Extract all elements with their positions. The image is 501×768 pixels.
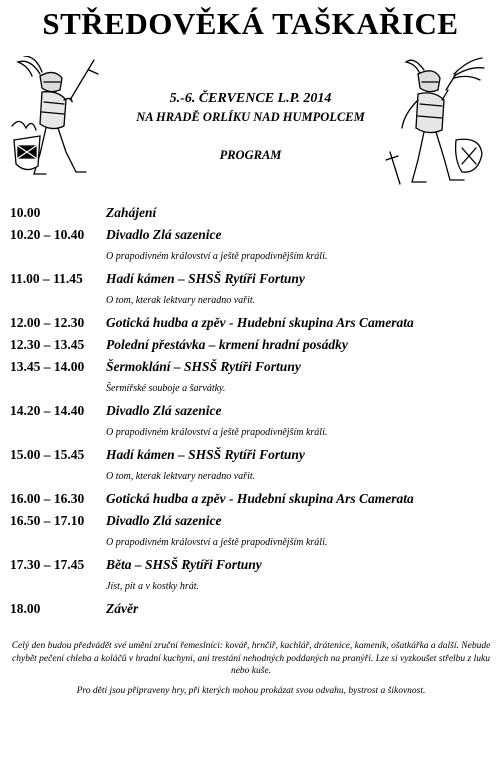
schedule-description: Jíst, pít a v kostky hrát.: [106, 581, 200, 592]
schedule-item: [10, 334, 495, 356]
schedule-event: Závěr: [106, 601, 139, 616]
schedule-description: O prapodivném království a ještě prapodivnějším králi.: [106, 427, 328, 438]
schedule-event: Hadí kámen – SHSŠ Rytíři Fortuny: [106, 447, 305, 462]
schedule-row: [10, 554, 495, 576]
footer-kids-text: Pro děti jsou připraveny hry, při kterých mohou prokázat svou odvahu, bystrost a šikovnost.: [76, 685, 426, 696]
schedule-row: [10, 444, 495, 466]
schedule-item: [10, 312, 495, 334]
schedule-item: [10, 400, 495, 444]
schedule-event: Divadlo Zlá sazenice: [106, 403, 222, 418]
schedule-row: [10, 268, 495, 290]
schedule-time: 13.45 – 14.00: [10, 359, 85, 374]
schedule-time: 11.00 – 11.45: [10, 271, 83, 286]
schedule-event: Gotická hudba a zpěv - Hudební skupina Ars Camerata: [106, 491, 414, 506]
schedule-time: 17.30 – 17.45: [10, 557, 85, 572]
schedule-time: 18.00: [10, 601, 41, 616]
schedule-time: 16.50 – 17.10: [10, 513, 85, 528]
program-heading: PROGRAM: [219, 148, 282, 162]
schedule-event: Zahájení: [106, 205, 157, 220]
schedule-description: O prapodivném království a ještě prapodivnějším králi.: [106, 251, 328, 262]
footer-note: [10, 640, 492, 697]
schedule-time: 12.30 – 13.45: [10, 337, 85, 352]
schedule-description: Šermířské souboje a šarvátky.: [106, 383, 226, 394]
page-title: STŘEDOVĚKÁ TAŠKAŘICE: [42, 6, 459, 41]
schedule-item: [10, 488, 495, 510]
schedule-event: Hadí kámen – SHSŠ Rytíři Fortuny: [106, 271, 305, 286]
schedule-item: [10, 444, 495, 488]
schedule-time: 15.00 – 15.45: [10, 447, 85, 462]
schedule-row: [10, 356, 495, 378]
schedule-item: [10, 510, 495, 554]
schedule-event: Šermoklání – SHSŠ Rytíři Fortuny: [106, 359, 301, 374]
schedule-item: [10, 268, 495, 312]
schedule-time: 16.00 – 16.30: [10, 491, 85, 506]
schedule-time: 14.20 – 14.40: [10, 403, 85, 418]
schedule-event: Divadlo Zlá sazenice: [106, 513, 222, 528]
schedule-item: [10, 224, 495, 268]
schedule-event: Polední přestávka – krmení hradní posádky: [106, 337, 348, 352]
schedule-time: 12.00 – 12.30: [10, 315, 85, 330]
schedule-row: [10, 224, 495, 246]
schedule-time: 10.20 – 10.40: [10, 227, 85, 242]
schedule-event: Gotická hudba a zpěv - Hudební skupina Ars Camerata: [106, 315, 414, 330]
schedule-item: [10, 202, 495, 224]
schedule-event: Divadlo Zlá sazenice: [106, 227, 222, 242]
schedule-description: O tom, kterak lektvary neradno vařit.: [106, 295, 256, 306]
event-place: NA HRADĚ ORLÍKU NAD HUMPOLCEM: [136, 110, 365, 124]
schedule-item: [10, 356, 495, 400]
schedule-row: [10, 598, 495, 620]
schedule-list: [10, 202, 495, 620]
schedule-item: [10, 598, 495, 620]
schedule-description: O prapodivném království a ještě prapodivnějším králi.: [106, 537, 328, 548]
schedule-row: [10, 510, 495, 532]
schedule-row: [10, 488, 495, 510]
schedule-row: [10, 312, 495, 334]
schedule-event: Běta – SHSŠ Rytíři Fortuny: [106, 557, 262, 572]
schedule-time: 10.00: [10, 205, 41, 220]
schedule-row: [10, 202, 495, 224]
footer-crafts-text: Celý den budou předvádět své umění zruční řemeslníci: kovář, hrnčíř, kachlář, drátenice, kameník, ošatkářka a další. Nebude chybět pečení chleba a koláčů v hradní kuchyni, ani trestání nehodných poddaných na pranýři. Lze si vyzkoušet střelbu z luku nebo kuše.: [11, 641, 491, 677]
event-date: 5.-6. ČERVENCE L.P. 2014: [169, 91, 332, 106]
schedule-item: [10, 554, 495, 598]
schedule-row: [10, 400, 495, 422]
schedule-description: O tom, kterak lektvary neradno vařit.: [106, 471, 256, 482]
schedule-row: [10, 334, 495, 356]
